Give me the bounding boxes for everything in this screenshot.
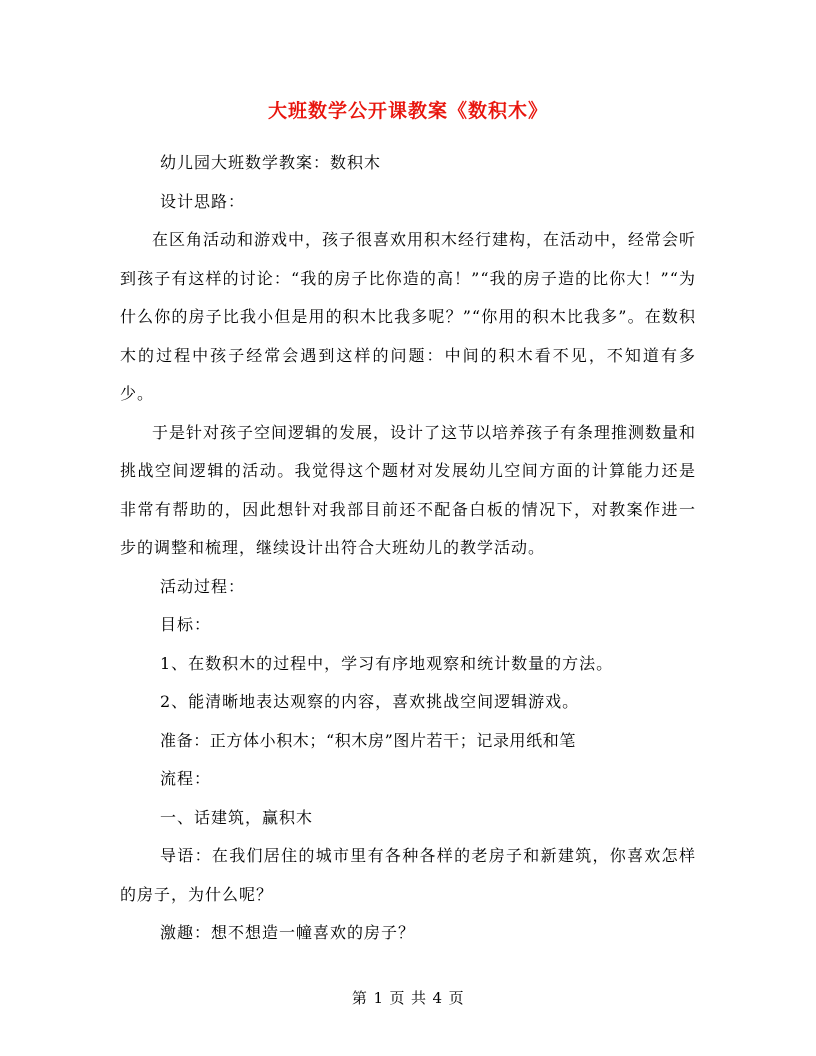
footer-total-pages: 4 (432, 989, 443, 1007)
process-heading: 活动过程： (160, 576, 246, 596)
design-paragraph-2: 于是针对孩子空间逻辑的发展，设计了这节以培养孩子有条理推测数量和挑战空间逻辑的活动。我觉得这个题材对发展幼儿空间方面的计算能力还是非常有帮助的，因此想针对我部目前还不配备白板的情况下，对教案作进一步的调整和梳理，继续设计出符合大班幼儿的教学活动。 (120, 422, 697, 557)
document-body (120, 144, 696, 953)
design-heading: 设计思路： (160, 191, 246, 211)
document-title: 大班数学公开课教案《数积木》 (267, 100, 548, 122)
intro-paragraph: 导语：在我们居住的城市里有各种各样的老房子和新建筑，你喜欢怎样的房子，为什么呢？ (120, 846, 696, 904)
preparation-line: 准备：正方体小积木；“积木房”图片若干；记录用纸和笔 (160, 730, 576, 750)
footer-page-suffix: 页 (448, 989, 465, 1007)
flow-heading: 流程： (160, 769, 212, 788)
design-paragraph-1: 在区角活动和游戏中，孩子很喜欢用积木经行建构，在活动中，经常会听到孩子有这样的讨论：“我的房子比你造的高！”“我的房子造的比你大！”“为什么你的房子比我小但是用的积木比我多呢？”“你用的积木比我多”。在数积木的过程中孩子经常会遇到这样的问题：中间的积木看不见，不知道有多少。 (120, 230, 697, 403)
step-1-heading: 一、话建筑，赢积木 (160, 807, 314, 827)
footer-page-prefix: 第 (351, 989, 368, 1007)
footer-total-prefix: 共 (411, 989, 427, 1007)
motivate-line: 激趣：想不想造一幢喜欢的房子？ (160, 923, 416, 942)
page-footer (0, 987, 816, 1008)
goal-item-2: 2、能清晰地表达观察的内容，喜欢挑战空间逻辑游戏。 (160, 692, 580, 711)
footer-current-page: 1 (373, 989, 384, 1007)
subtitle-line: 幼儿园大班数学教案：数积木 (160, 153, 382, 172)
footer-page-mid: 页 (389, 989, 405, 1007)
goal-item-1: 1、在数积木的过程中，学习有序地观察和统计数量的方法。 (160, 653, 614, 673)
goal-heading: 目标： (160, 615, 212, 634)
